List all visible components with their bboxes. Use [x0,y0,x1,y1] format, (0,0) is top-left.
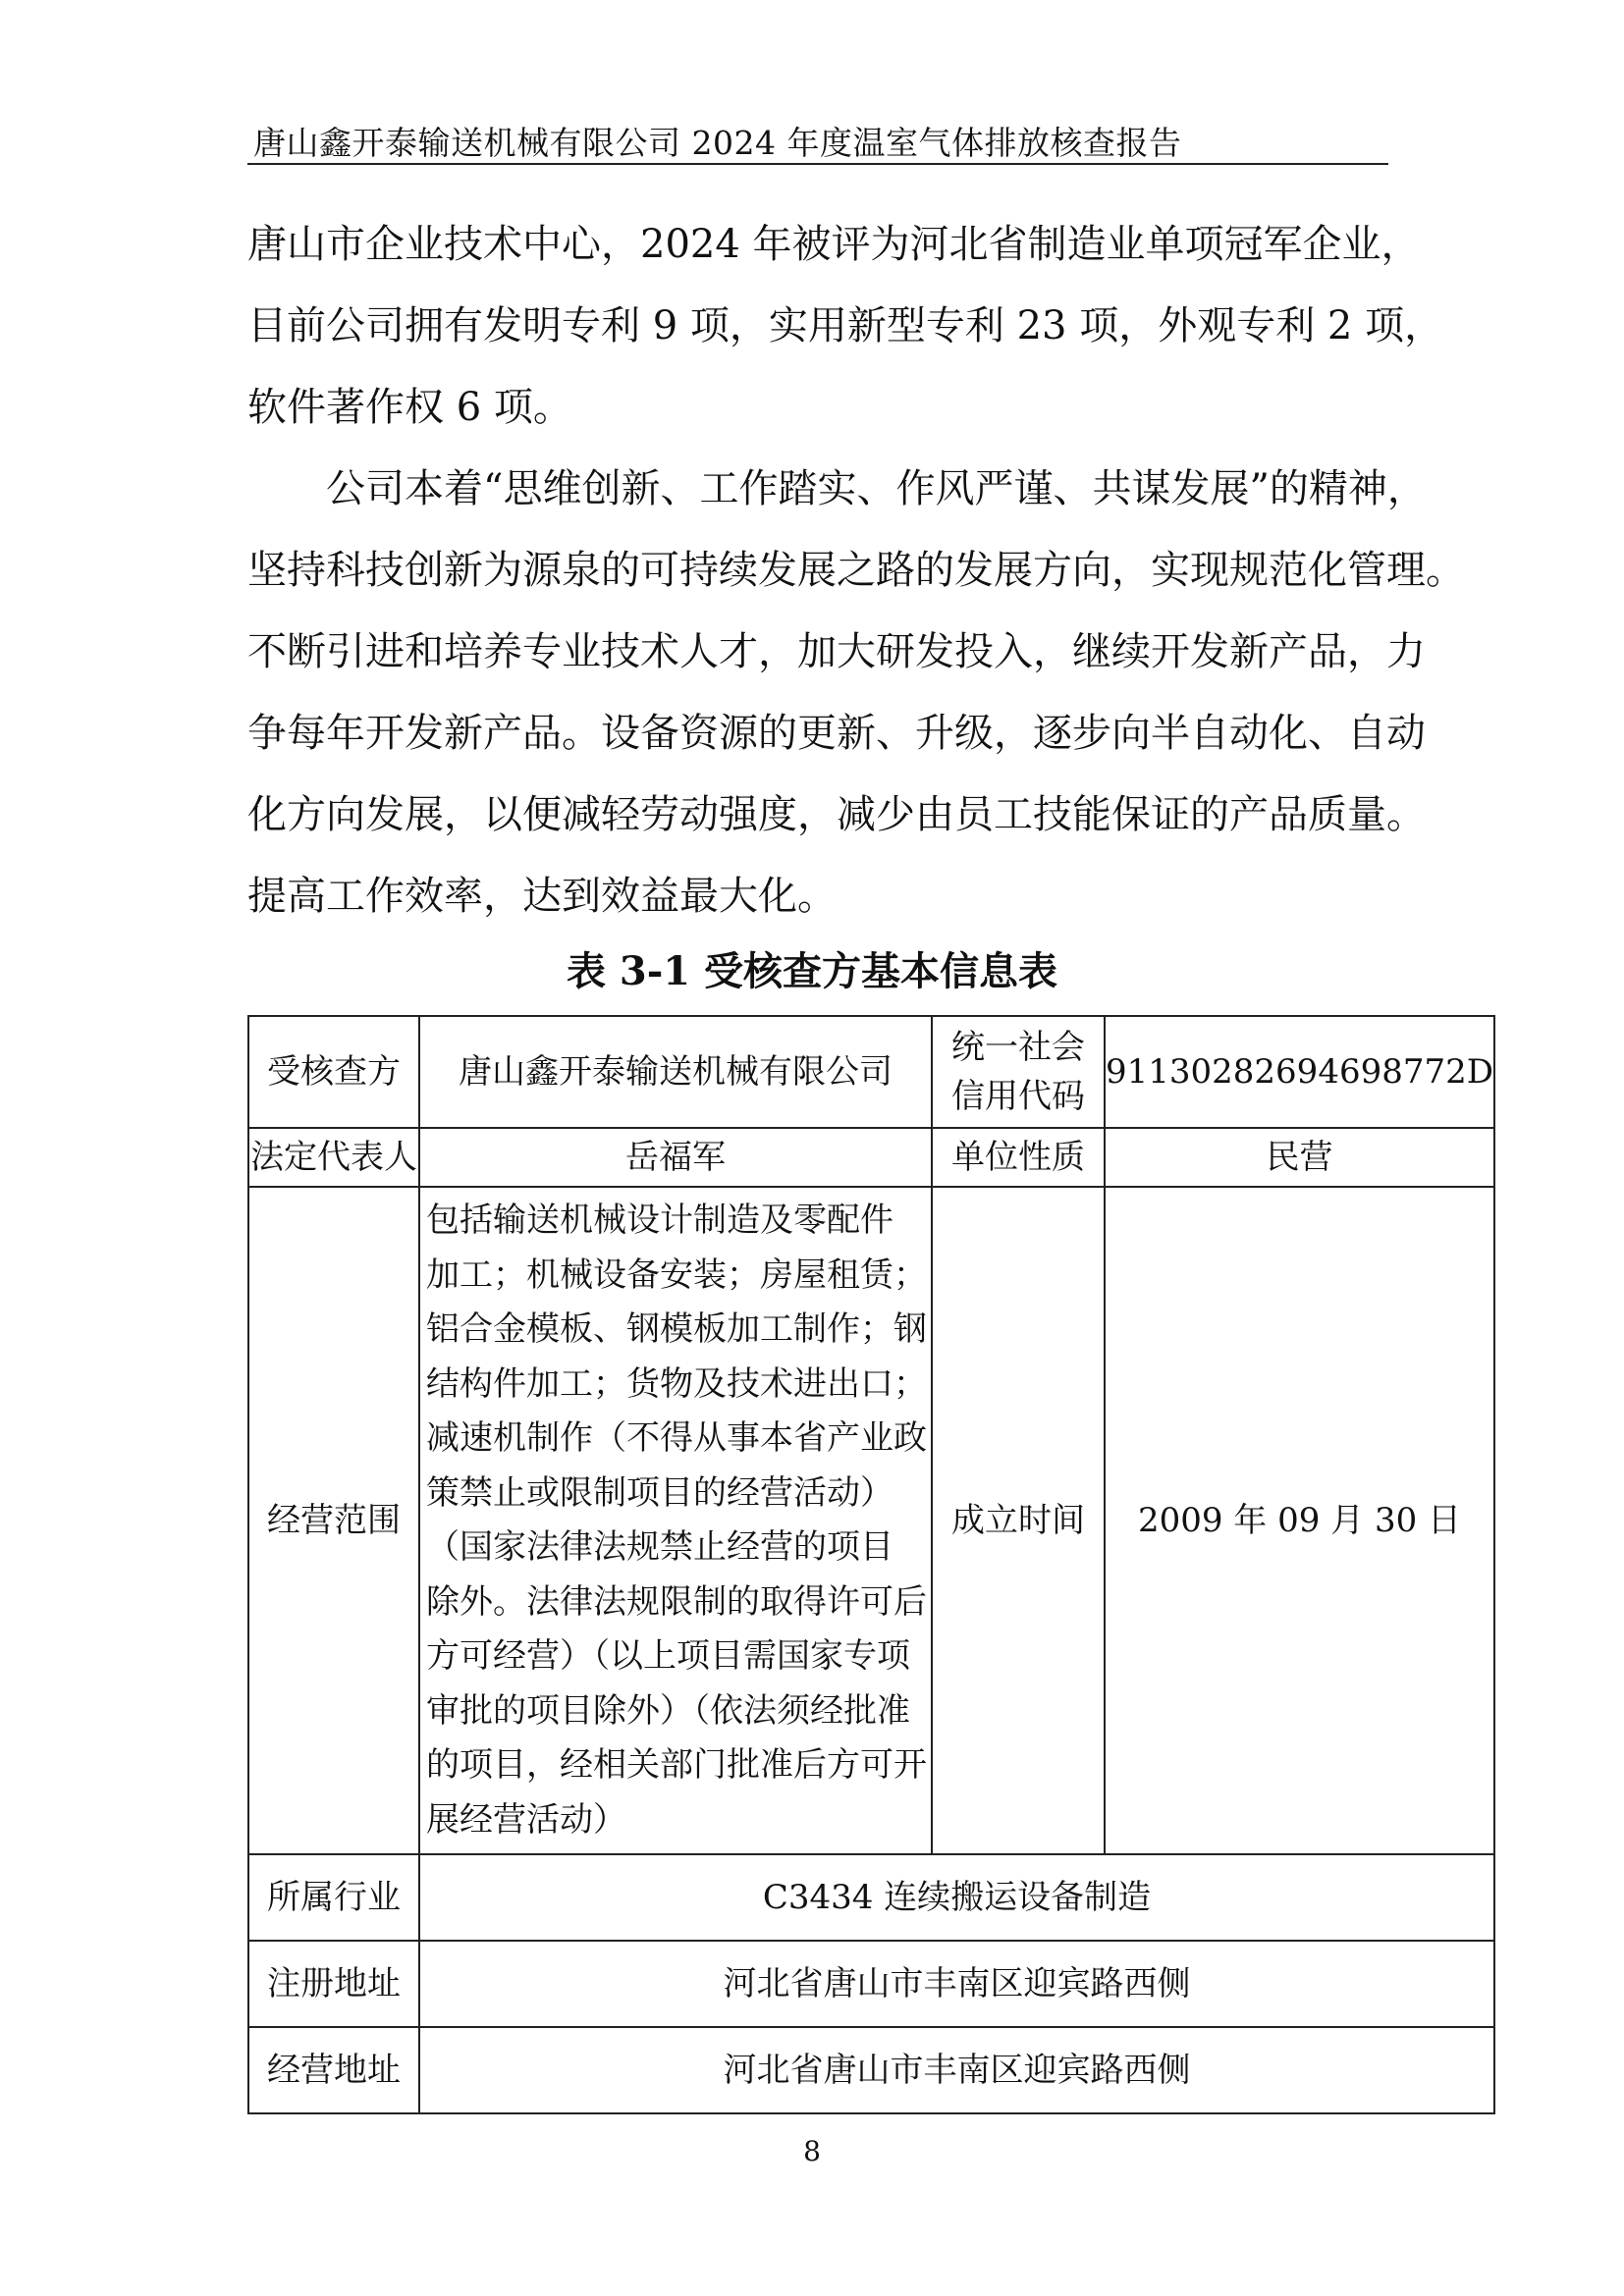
paragraph-line: 坚持科技创新为源泉的可持续发展之路的发展方向，实现规范化管理。 [247,548,1465,593]
table-row [248,1854,1494,1941]
paragraph-line: 化方向发展，以便减轻劳动强度，减少由员工技能保证的产品质量。 [247,792,1426,837]
value-cell: 民营 [1105,1128,1494,1187]
label-cell: 所属行业 [248,1854,419,1941]
label-cell: 法定代表人 [248,1128,419,1187]
table-row [248,1128,1494,1187]
label-line: 统一社会 [951,1028,1085,1067]
paragraph-line: 目前公司拥有发明专利 9 项，实用新型专利 23 项，外观专利 2 项， [247,303,1444,348]
paragraph-line: 不断引进和培养专业技术人才，加大研发投入，继续开发新产品，力 [247,629,1426,674]
info-table [247,1015,1495,2114]
scope-line: 减速机制作（不得从事本省产业政 [426,1418,927,1458]
label-cell: 单位性质 [932,1128,1105,1187]
header-title: 唐山鑫开泰输送机械有限公司 2024 年度温室气体排放核查报告 [253,124,1182,162]
paragraph-1 [247,204,1444,449]
scope-line: 方可经营）（以上项目需国家专项 [426,1636,910,1676]
label-cell: 经营范围 [248,1187,419,1854]
scope-line: 审批的项目除外）（依法须经批准 [426,1690,910,1731]
table-row [248,2027,1494,2113]
page-number: 8 [803,2135,821,2167]
value-cell: 唐山鑫开泰输送机械有限公司 [419,1016,932,1128]
value-cell: 河北省唐山市丰南区迎宾路西侧 [419,1941,1494,2027]
table-row [248,1016,1494,1128]
value-cell: 河北省唐山市丰南区迎宾路西侧 [419,2027,1494,2113]
paragraph-line: 争每年开发新产品。设备资源的更新、升级，逐步向半自动化、自动 [247,711,1426,756]
value-cell: 2009 年 09 月 30 日 [1105,1187,1494,1854]
business-scope-cell [419,1187,932,1854]
value-cell: 91130282694698772D [1105,1016,1494,1128]
label-line: 信用代码 [951,1077,1085,1116]
label-cell: 注册地址 [248,1941,419,2027]
paragraph-line: 提高工作效率，达到效益最大化。 [247,874,837,919]
paragraph-2 [247,449,1465,937]
paragraph-line: 软件著作权 6 项。 [247,385,572,430]
scope-line: 包括输送机械设计制造及零配件 [426,1201,893,1240]
label-cell [932,1016,1105,1128]
scope-line: 除外。法律法规限制的取得许可后 [426,1581,927,1622]
value-cell: 岳福军 [419,1128,932,1187]
table-row [248,1941,1494,2027]
scope-line: 策禁止或限制项目的经营活动） [426,1472,893,1513]
label-cell: 受核查方 [248,1016,419,1128]
label-cell: 成立时间 [932,1187,1105,1854]
body-text [247,204,1465,937]
table-row [248,1187,1494,1854]
page-header [247,114,1388,165]
label-cell: 经营地址 [248,2027,419,2113]
scope-line: 的项目，经相关部门批准后方可开 [426,1745,927,1785]
scope-line: 结构件加工；货物及技术进出口； [426,1363,927,1404]
paragraph-line: 公司本着“思维创新、工作踏实、作风严谨、共谋发展”的精神， [326,466,1427,511]
paragraph-line: 唐山市企业技术中心，2024 年被评为河北省制造业单项冠军企业， [247,222,1421,267]
scope-line: （国家法律法规禁止经营的项目 [426,1527,893,1567]
scope-line: 加工；机械设备安装；房屋租赁； [426,1255,927,1295]
scope-line: 铝合金模板、钢模板加工制作；钢 [426,1309,927,1349]
table-title: 表 3-1 受核查方基本信息表 [566,948,1058,994]
value-cell: C3434 连续搬运设备制造 [419,1854,1494,1941]
scope-line: 展经营活动） [426,1799,626,1840]
